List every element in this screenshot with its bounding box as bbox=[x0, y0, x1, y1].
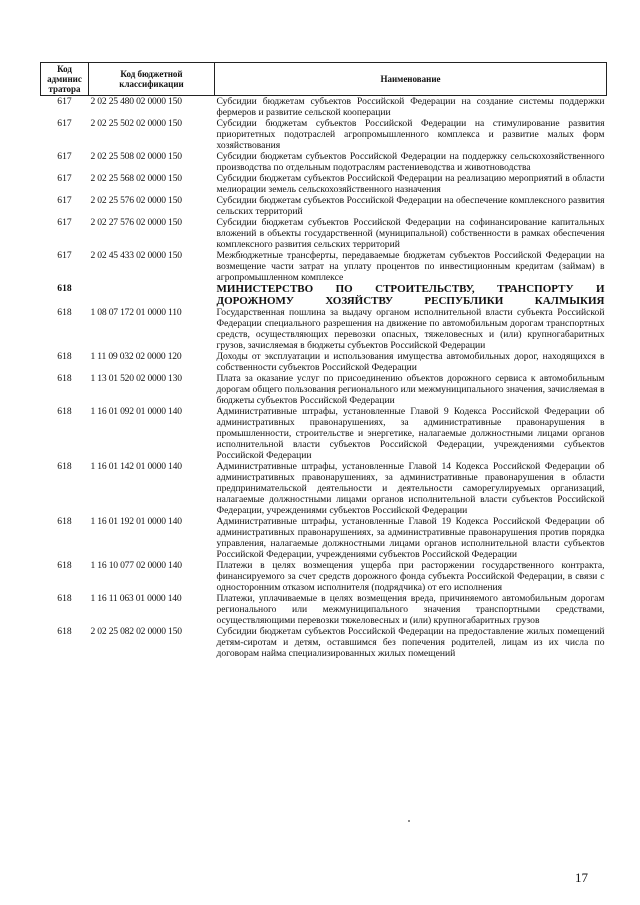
budget-code-cell: 2 02 25 508 02 0000 150 bbox=[90, 151, 182, 162]
table-row bbox=[41, 151, 607, 173]
table-header-row bbox=[41, 63, 607, 96]
name-cell: Административные штрафы, установленные Главой 19 Кодекса Российской Федерации об административных правонарушениях, за административные правонарушения против порядка управления, налагаемые должностными лицами органов исполнительной власти субъектов Российской Федерации, учреждениями субъектов Российской Федерации bbox=[216, 516, 605, 560]
admin-code-cell: 618 bbox=[57, 373, 72, 384]
header-budget-code: Код бюджетной классификации bbox=[89, 63, 215, 96]
name-cell: Государственная пошлина за выдачу органом исполнительной власти субъекта Российской Федерации специального разрешения на движение по автомобильным дорогам транспортных средств, осуществляющих перевозки опасных, тяжеловесных и (или) крупногабаритных грузов, зачисляемая в бюджеты субъектов Российской Федерации bbox=[216, 307, 605, 351]
admin-code-cell: 618 bbox=[57, 593, 72, 604]
name-cell: Доходы от эксплуатации и использования имущества автомобильных дорог, находящихся в собственности субъектов Российской Федерации bbox=[216, 351, 605, 373]
budget-classification-table bbox=[40, 62, 607, 659]
scan-speck bbox=[408, 820, 410, 822]
admin-code-cell: 618 bbox=[57, 461, 72, 472]
admin-code-cell: 618 bbox=[57, 283, 72, 294]
table-row bbox=[41, 250, 607, 283]
admin-code-cell: 617 bbox=[57, 195, 72, 206]
budget-code-cell: 2 02 25 502 02 0000 150 bbox=[90, 118, 182, 129]
budget-code-cell bbox=[89, 283, 215, 307]
budget-code-cell: 1 08 07 172 01 0000 110 bbox=[90, 307, 182, 318]
name-cell: Административные штрафы, установленные Главой 9 Кодекса Российской Федерации об административных правонарушениях, за административные правонарушения в промышленности, строительстве и энергетике, налагаемые должностными лицами органов исполнительной власти субъектов Российской Федерации, учреждениями субъектов Российской Федерации bbox=[216, 406, 605, 461]
table-row bbox=[41, 516, 607, 560]
name-cell: Субсидии бюджетам субъектов Российской Федерации на стимулирование развития приоритетных подотраслей агропромышленного комплекса и развитие малых форм хозяйствования bbox=[216, 118, 605, 151]
name-cell: Субсидии бюджетам субъектов Российской Федерации на софинансирование капитальных вложений в объекты государственной (муниципальной) собственности в рамках обеспечения комплексного развития сельских территорий bbox=[216, 217, 605, 250]
budget-code-cell: 1 16 01 142 01 0000 140 bbox=[90, 461, 182, 472]
admin-code-cell: 617 bbox=[57, 96, 72, 107]
admin-code-cell: 617 bbox=[57, 217, 72, 228]
admin-code-cell: 617 bbox=[57, 250, 72, 261]
name-cell: Межбюджетные трансферты, передаваемые бюджетам субъектов Российской Федерации на возмещение части затрат на уплату процентов по инвестиционным кредитам (займам) в агропромышленном комплексе bbox=[216, 250, 605, 283]
table-row bbox=[41, 373, 607, 406]
admin-code-cell: 617 bbox=[57, 151, 72, 162]
name-cell: Субсидии бюджетам субъектов Российской Федерации на поддержку сельскохозяйственного производства по отдельным подотраслям растениеводства и животноводства bbox=[216, 151, 605, 173]
admin-code-cell: 618 bbox=[57, 516, 72, 527]
admin-code-cell: 618 bbox=[57, 307, 72, 318]
table-row bbox=[41, 593, 607, 626]
name-cell: МИНИСТЕРСТВО ПО СТРОИТЕЛЬСТВУ, ТРАНСПОРТУ И ДОРОЖНОМУ ХОЗЯЙСТВУ РЕСПУБЛИКИ КАЛМЫКИЯ bbox=[216, 283, 605, 307]
table-row bbox=[41, 351, 607, 373]
name-cell: Субсидии бюджетам субъектов Российской Федерации на обеспечение комплексного развития сельских территорий bbox=[216, 195, 605, 217]
admin-code-cell: 617 bbox=[57, 173, 72, 184]
table-row bbox=[41, 626, 607, 659]
admin-code-cell: 618 bbox=[57, 351, 72, 362]
ministry-heading-row bbox=[41, 283, 607, 307]
admin-code-cell: 617 bbox=[57, 118, 72, 129]
budget-code-cell: 2 02 25 082 02 0000 150 bbox=[90, 626, 182, 637]
header-admin-code: Код админис тратора bbox=[41, 63, 89, 96]
name-cell: Субсидии бюджетам субъектов Российской Федерации на реализацию мероприятий в области мелиорации земель сельскохозяйственного назначения bbox=[216, 173, 605, 195]
budget-code-cell: 1 16 11 063 01 0000 140 bbox=[90, 593, 182, 604]
table-row bbox=[41, 307, 607, 351]
budget-code-cell: 2 02 45 433 02 0000 150 bbox=[90, 250, 182, 261]
name-cell: Плата за оказание услуг по присоединению объектов дорожного сервиса к автомобильным дорогам общего пользования регионального или межмуниципального значения, зачисляемая в бюджеты субъектов Российской Федерации bbox=[216, 373, 605, 406]
budget-code-cell: 2 02 25 568 02 0000 150 bbox=[90, 173, 182, 184]
table-row bbox=[41, 173, 607, 195]
name-cell: Платежи в целях возмещения ущерба при расторжении государственного контракта, финансируемого за счет средств дорожного фонда субъекта Российской Федерации, в связи с односторонним отказом исполнителя (подрядчика) от его исполнения bbox=[216, 560, 605, 593]
budget-code-cell: 1 16 01 092 01 0000 140 bbox=[90, 406, 182, 417]
header-name: Наименование bbox=[215, 63, 607, 96]
admin-code-cell: 618 bbox=[57, 406, 72, 417]
table-row bbox=[41, 560, 607, 593]
table-row bbox=[41, 96, 607, 119]
budget-code-cell: 1 11 09 032 02 0000 120 bbox=[90, 351, 182, 362]
name-cell: Субсидии бюджетам субъектов Российской Федерации на предоставление жилых помещений детям-сиротам и детям, оставшимся без попечения родителей, лицам из их числа по договорам найма специализированных жилых помещений bbox=[216, 626, 605, 659]
table-row bbox=[41, 461, 607, 516]
admin-code-cell: 618 bbox=[57, 626, 72, 637]
table-row bbox=[41, 118, 607, 151]
table-row bbox=[41, 217, 607, 250]
name-cell: Субсидии бюджетам субъектов Российской Федерации на создание системы поддержки фермеров и развитие сельской кооперации bbox=[216, 96, 605, 118]
name-cell: Платежи, уплачиваемые в целях возмещения вреда, причиняемого автомобильным дорогам регионального или межмуниципального значения транспортными средствами, осуществляющими перевозки тяжеловесных и (или) крупногабаритных грузов bbox=[216, 593, 605, 626]
admin-code-cell: 618 bbox=[57, 560, 72, 571]
page-number: 17 bbox=[575, 870, 588, 885]
budget-code-cell: 2 02 27 576 02 0000 150 bbox=[90, 217, 182, 228]
budget-code-cell: 1 16 10 077 02 0000 140 bbox=[90, 560, 182, 571]
budget-code-cell: 2 02 25 576 02 0000 150 bbox=[90, 195, 182, 206]
budget-code-cell: 2 02 25 480 02 0000 150 bbox=[90, 96, 182, 107]
budget-code-cell: 1 13 01 520 02 0000 130 bbox=[90, 373, 182, 384]
budget-code-cell: 1 16 01 192 01 0000 140 bbox=[90, 516, 182, 527]
name-cell: Административные штрафы, установленные Главой 14 Кодекса Российской Федерации об административных правонарушениях, за административные правонарушения в области предпринимательской деятельности и деятельности саморегулируемых организаций, налагаемые должностными лицами органов исполнительной власти субъектов Российской Федерации, учреждениями субъектов Российской Федерации bbox=[216, 461, 605, 516]
table-row bbox=[41, 406, 607, 461]
table-row bbox=[41, 195, 607, 217]
